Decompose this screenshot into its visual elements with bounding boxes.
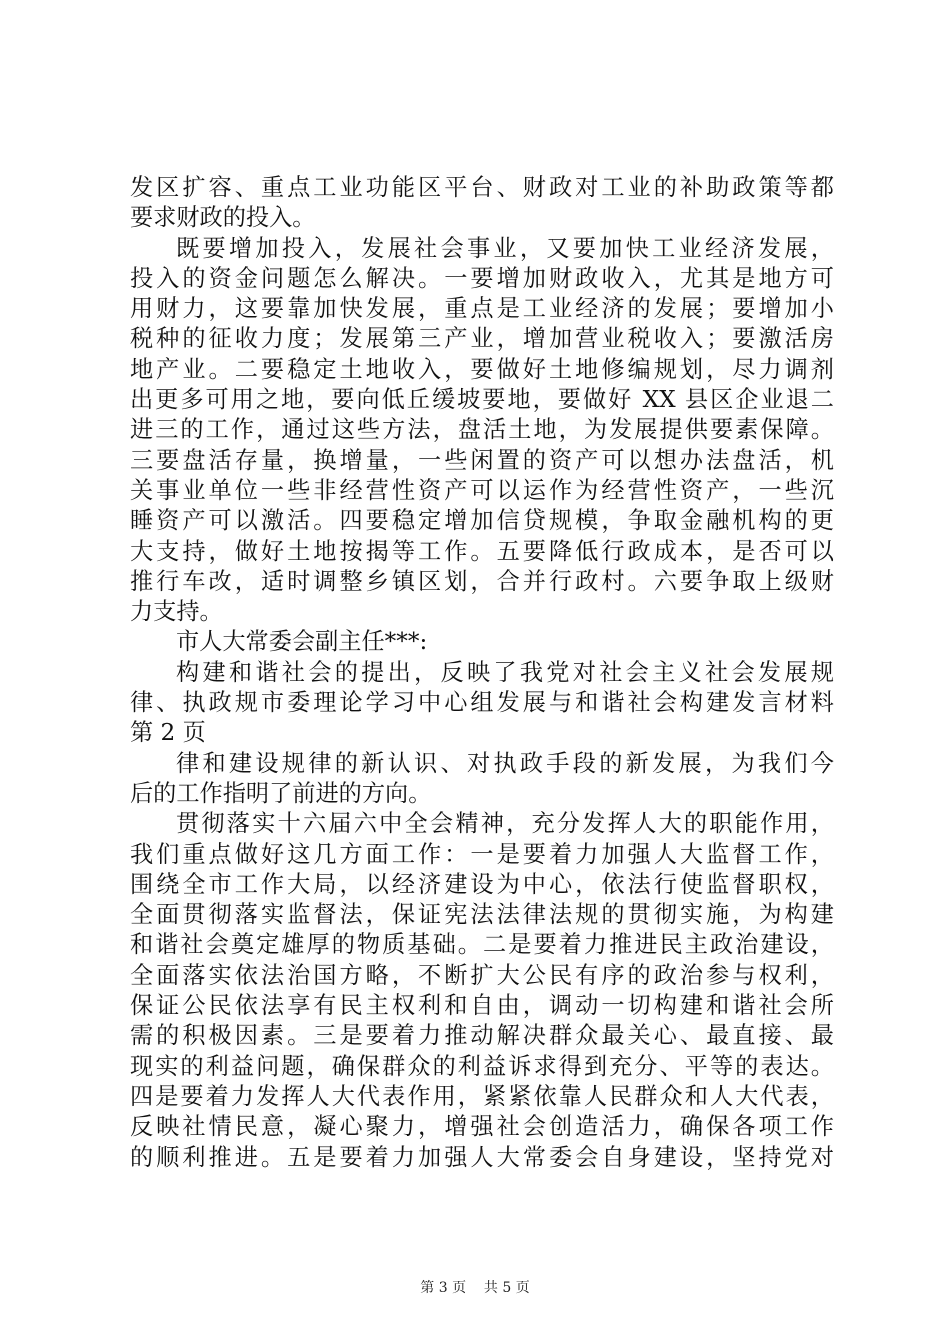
text-line: 要求财政的投入。	[130, 204, 316, 232]
text-line: 反映社情民意，凝心聚力，增强社会创造活力，确保各项工作	[130, 1113, 834, 1141]
text-line: 三要盘活存量，换增量，一些闲置的资产可以想办法盘活，机	[130, 446, 834, 474]
text-line: 睡资产可以激活。四要稳定增加信贷规模，争取金融机构的更	[130, 507, 834, 535]
page-number: 第 3 页	[420, 1280, 467, 1296]
text-line: 保证公民依法享有民主权利和自由，调动一切构建和谐社会所	[130, 992, 834, 1020]
text-line: 围绕全市工作大局，以经济建设为中心，依法行使监督职权，	[130, 870, 834, 898]
text-line: 出更多可用之地，要向低丘缓坡要地，要做好 XX 县区企业退二	[130, 386, 834, 414]
text-line: 律、执政规市委理论学习中心组发展与和谐社会构建发言材料	[130, 689, 834, 717]
text-line: 税种的征收力度；发展第三产业，增加营业税收入；要激活房	[130, 325, 834, 353]
text-line: 地产业。二要稳定土地收入，要做好土地修编规划，尽力调剂	[130, 355, 834, 383]
text-line: 第 2 页	[130, 719, 206, 747]
text-line: 需的积极因素。三是要着力推动解决群众最关心、最直接、最	[130, 1022, 834, 1050]
text-line: 市人大常委会副主任***:	[176, 628, 428, 656]
text-line: 全面落实依法治国方略，不断扩大公民有序的政治参与权利，	[130, 961, 834, 989]
page-footer	[0, 1278, 950, 1298]
text-line: 和谐社会奠定雄厚的物质基础。二是要着力推进民主政治建设，	[130, 931, 834, 959]
text-line: 贯彻落实十六届六中全会精神，充分发挥人大的职能作用，	[176, 810, 834, 838]
text-line: 既要增加投入，发展社会事业，又要加快工业经济发展，	[176, 234, 834, 262]
text-line: 后的工作指明了前进的方向。	[130, 779, 432, 807]
text-line: 投入的资金问题怎么解决。一要增加财政收入，尤其是地方可	[130, 264, 834, 292]
text-line: 律和建设规律的新认识、对执政手段的新发展，为我们今	[176, 749, 834, 777]
text-line: 进三的工作，通过这些方法，盘活土地，为发展提供要素保障。	[130, 416, 834, 444]
text-line: 用财力，这要靠加快发展，重点是工业经济的发展；要增加小	[130, 295, 834, 323]
text-line: 我们重点做好这几方面工作：一是要着力加强人大监督工作，	[130, 840, 834, 868]
footer-spacer	[471, 1280, 480, 1296]
text-line: 力支持。	[130, 598, 223, 626]
text-line: 关事业单位一些非经营性资产可以运作为经营性资产，一些沉	[130, 476, 834, 504]
text-line: 全面贯彻落实监督法，保证宪法法律法规的贯彻实施，为构建	[130, 901, 834, 929]
text-line: 四是要着力发挥人大代表作用，紧紧依靠人民群众和人大代表，	[130, 1082, 834, 1110]
text-line: 推行车改，适时调整乡镇区划，合并行政村。六要争取上级财	[130, 567, 834, 595]
total-pages: 共 5 页	[483, 1280, 530, 1296]
text-line: 发区扩容、重点工业功能区平台、财政对工业的补助政策等都	[130, 174, 834, 201]
document-body	[130, 173, 834, 1173]
text-line: 的顺利推进。五是要着力加强人大常委会自身建设，坚持党对	[130, 1143, 834, 1171]
text-line: 构建和谐社会的提出，反映了我党对社会主义社会发展规	[176, 658, 834, 686]
text-line: 现实的利益问题，确保群众的利益诉求得到充分、平等的表达。	[130, 1052, 834, 1080]
text-line: 大支持，做好土地按揭等工作。五要降低行政成本，是否可以	[130, 537, 834, 565]
